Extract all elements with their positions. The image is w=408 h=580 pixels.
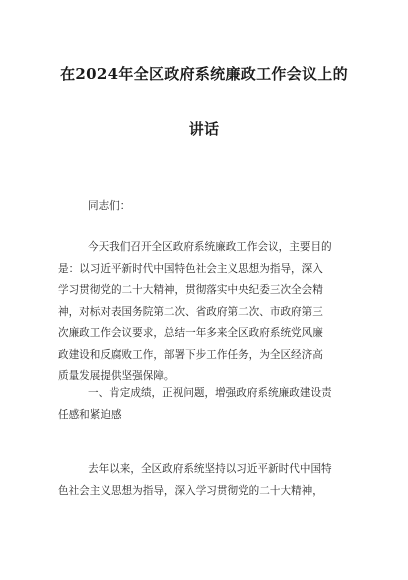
- paragraph-line: 神，对标对表国务院第二次、省政府第二次、市政府第三: [58, 305, 323, 318]
- paragraph-line: 次廉政工作会议要求，总结一年多来全区政府系统党风廉: [58, 327, 323, 339]
- paragraph-line: 政建设和反腐败工作，部署下步工作任务，为全区经济高: [58, 348, 323, 361]
- paragraph-line: 是：以习近平新时代中国特色社会主义思想为指导，深入: [58, 262, 323, 275]
- paragraph-intro: [58, 237, 356, 388]
- paragraph-line: 学习贯彻党的二十大精神，贯彻落实中央纪委三次全会精: [58, 284, 323, 296]
- paragraph-section-1: [58, 459, 356, 502]
- section-heading-1: [58, 383, 356, 426]
- paragraph-line: 色社会主义思想为指导，深入学习贯彻党的二十大精神，: [58, 484, 323, 497]
- document-title-line-1: 在2024年全区政府系统廉政工作会议上的: [60, 65, 348, 83]
- section-heading-line: 一、肯定成绩，正视问题，增强政府系统廉政建设责: [88, 387, 332, 399]
- section-heading-line: 任感和紧迫感: [58, 408, 122, 421]
- paragraph-line: 去年以来，全区政府系统坚持以习近平新时代中国特: [88, 463, 332, 475]
- document-title-line-2: 讲话: [188, 120, 220, 138]
- greeting: 同志们：: [88, 200, 131, 212]
- paragraph-line: 质量发展提供坚强保障。: [58, 370, 175, 382]
- paragraph-line: 今天我们召开全区政府系统廉政工作会议，主要目的: [88, 241, 332, 253]
